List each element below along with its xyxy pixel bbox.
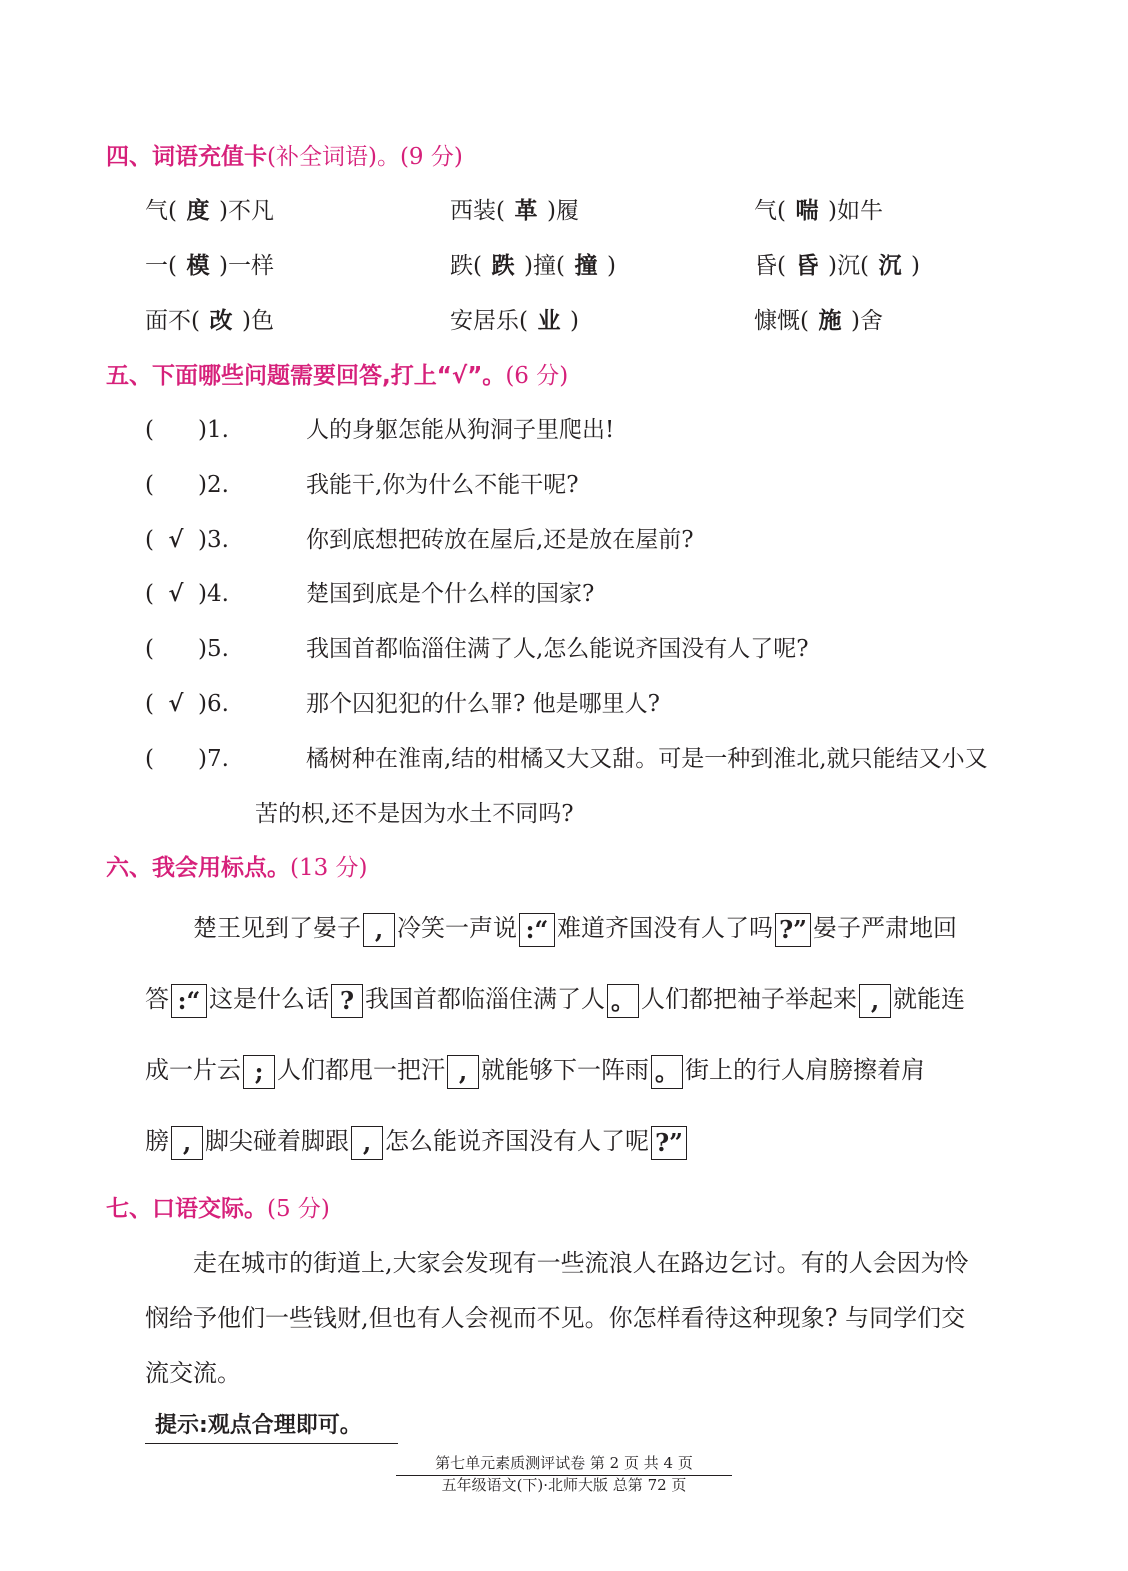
oral-paragraph-line: 悯给予他们一些钱财,但也有人会视而不见。你怎样看待这种现象? 与同学们交 [145, 1304, 966, 1332]
section-7-heading [106, 1190, 330, 1223]
question-item: ( )5. 我国首都临淄住满了人,怎么能说齐国没有人了呢? [145, 636, 809, 662]
question-item: ( √ )3. 你到底想把砖放在屋后,还是放在屋前? [145, 526, 694, 553]
word-item: 面不( 改 )色 [145, 302, 274, 335]
punctuation-box: 。 [651, 1055, 683, 1089]
word-answer: 改 [209, 307, 233, 334]
section-4-title: 四、词语充值卡 [106, 144, 267, 170]
punctuation-box: 。 [607, 984, 639, 1018]
page-footer-line-2: 五年级语文(下)·北师大版 总第 72 页 [441, 1476, 687, 1494]
punctuation-box: :“ [519, 913, 555, 947]
answer-hint: 提示:观点合理即可。 [145, 1408, 398, 1444]
section-5-heading [106, 357, 568, 390]
question-item-continued: 苦的枳,还不是因为水土不同吗? [255, 801, 574, 827]
answer-check: √ [168, 690, 184, 717]
word-answer: 模 [186, 252, 210, 279]
section-4-subtitle: (补全词语)。(9 分) [267, 144, 463, 170]
punctuation-line: 成一片云 ; 人们都甩一把汗 , 就能够下一阵雨 。 街上的行人肩膀擦着肩 [145, 1050, 1020, 1089]
punctuation-box: , [171, 1126, 203, 1160]
section-7-title: 七、口语交际。 [106, 1196, 267, 1222]
word-item: 安居乐( 业 ) [450, 302, 579, 335]
punctuation-box: ? [331, 984, 363, 1018]
word-item: 气( 喘 )如牛 [754, 192, 883, 225]
answer-check: √ [168, 526, 184, 553]
question-item: ( )2. 我能干,你为什么不能干呢? [145, 472, 579, 498]
word-item: 西装( 革 )履 [450, 192, 579, 225]
section-4-heading [106, 138, 463, 171]
punctuation-box: , [859, 984, 891, 1018]
oral-paragraph-line: 流交流。 [145, 1359, 241, 1387]
section-5-title: 五、下面哪些问题需要回答,打上“√”。 [106, 363, 506, 389]
punctuation-line: 楚王见到了晏子 , 冷笑一声说 :“ 难道齐国没有人了吗 ?” 晏子严肃地回 [145, 908, 1020, 947]
punctuation-box: , [351, 1126, 383, 1160]
word-answer: 业 [537, 307, 561, 334]
word-answer: 度 [186, 197, 210, 224]
punctuation-box: ?” [651, 1126, 687, 1160]
punctuation-box: , [363, 913, 395, 947]
word-item: 气( 度 )不凡 [145, 192, 274, 225]
section-5-subtitle: (6 分) [505, 363, 569, 389]
oral-paragraph-line: 走在城市的街道上,大家会发现有一些流浪人在路边乞讨。有的人会因为怜 [193, 1249, 969, 1277]
word-answer: 跌 [491, 252, 515, 279]
page-footer-line-1: 第七单元素质测评试卷 第 2 页 共 4 页 [396, 1452, 732, 1476]
section-7-subtitle: (5 分) [267, 1196, 330, 1222]
punctuation-box: , [447, 1055, 479, 1089]
section-6-heading [106, 849, 368, 882]
answer-check: √ [168, 580, 184, 607]
word-item: 一( 模 )一样 [145, 247, 274, 280]
word-answer: 喘 [795, 197, 819, 224]
section-6-title: 六、我会用标点。 [106, 855, 290, 881]
punctuation-box: :“ [171, 984, 207, 1018]
question-item: ( √ )6. 那个囚犯犯的什么罪? 他是哪里人? [145, 690, 660, 717]
question-item: ( )7. 橘树种在淮南,结的柑橘又大又甜。可是一种到淮北,就只能结又小又 [145, 746, 988, 772]
question-item: ( )1. 人的身躯怎能从狗洞子里爬出! [145, 417, 615, 443]
punctuation-line: 答 :“ 这是什么话 ? 我国首都临淄住满了人 。 人们都把袖子举起来 , 就能连 [145, 979, 1020, 1018]
word-item: 慷慨( 施 )舍 [754, 302, 883, 335]
word-item: 昏( 昏 )沉( 沉 ) [754, 247, 920, 280]
section-6-subtitle: (13 分) [290, 855, 368, 881]
word-answer: 革 [514, 197, 538, 224]
question-item: ( √ )4. 楚国到底是个什么样的国家? [145, 580, 595, 607]
punctuation-box: ?” [775, 913, 811, 947]
word-answer: 施 [818, 307, 842, 334]
punctuation-box: ; [243, 1055, 275, 1089]
word-item: 跌( 跌 )撞( 撞 ) [450, 247, 616, 280]
word-answer: 撞 [574, 252, 598, 279]
word-answer: 沉 [878, 252, 902, 279]
word-answer: 昏 [795, 252, 819, 279]
punctuation-line: 膀 , 脚尖碰着脚跟 , 怎么能说齐国没有人了呢 ?” [145, 1121, 1020, 1160]
